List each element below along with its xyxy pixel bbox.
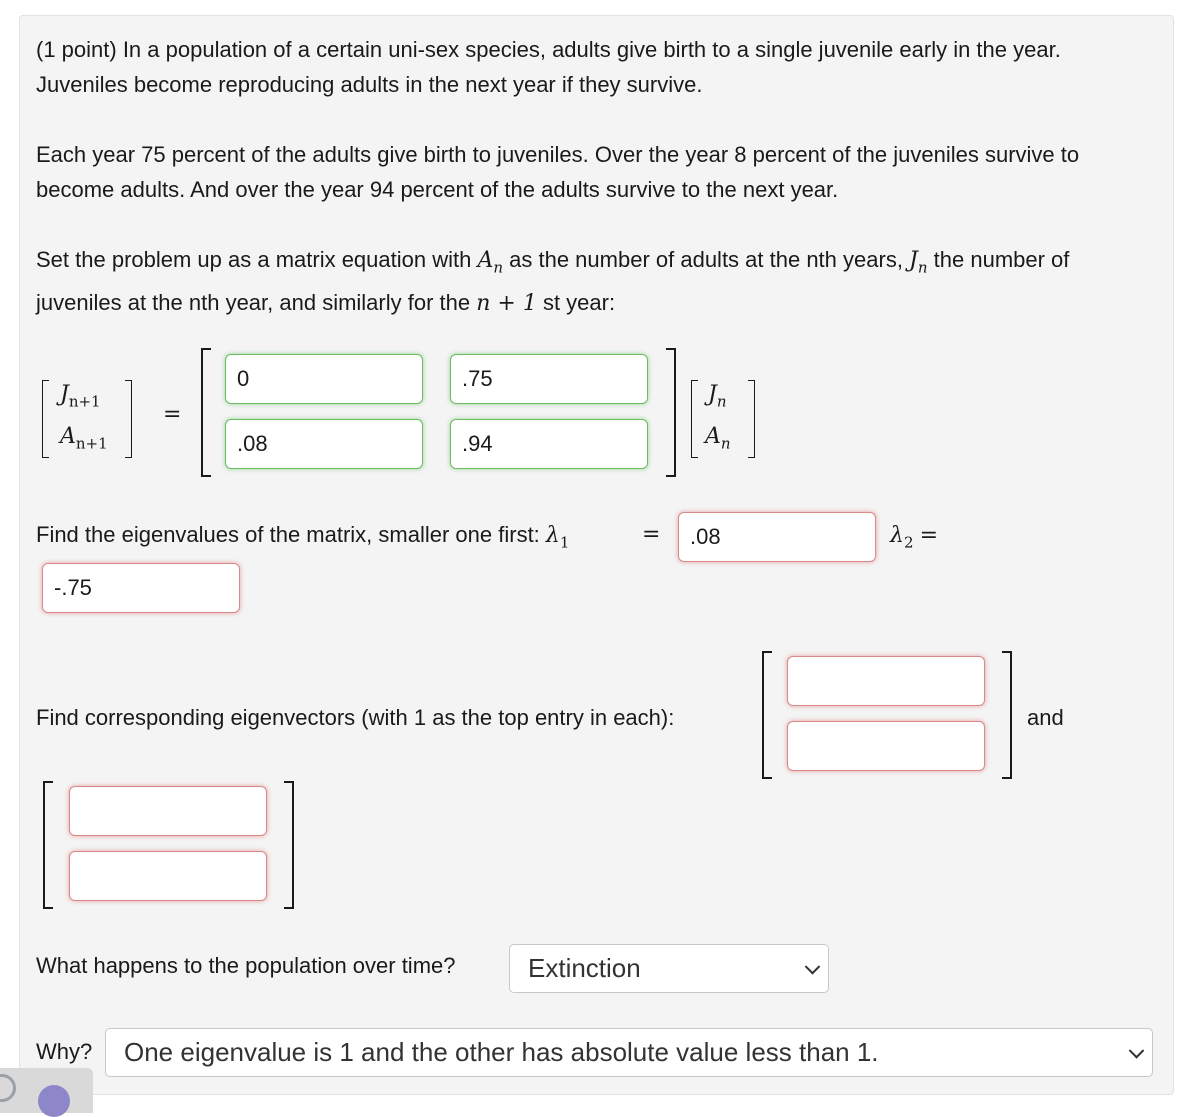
intro-text: (1 point) In a population of a certain uni-sex species, adults give birth to a single juvenile early in the year. Juveniles become reproducing adults in the next year if they survive. (36, 37, 1061, 97)
vector1-left-bracket (762, 651, 772, 779)
lhs-left-bracket (42, 380, 49, 458)
rates-text: Each year 75 percent of the adults give birth to juveniles. Over the year 8 percent of the juveniles survive to become adults. And over the year 94 percent of the adults survive to the next year. (36, 142, 1080, 202)
vector1-right-bracket (1002, 651, 1012, 779)
a-n-symbol: $A_n$ (477, 248, 504, 277)
lambda1-equals: = (642, 522, 661, 547)
rhs-bottom-entry: $A_n$ (705, 424, 731, 453)
matrix-entry-m11[interactable]: 0 (225, 354, 423, 404)
lambda2-label: $\lambda_2$ = (890, 523, 939, 552)
why-label: Why? (36, 1039, 93, 1064)
rhs-right-bracket (748, 380, 755, 458)
matrix-right-bracket (666, 348, 676, 477)
equals-sign: = (163, 402, 182, 427)
lhs-top-entry: $J_{n+1}$ (60, 382, 101, 411)
assistant-icon[interactable] (38, 1085, 70, 1117)
eigenvector2-bottom-input[interactable] (69, 851, 267, 901)
eigenvector1-bottom-input[interactable] (787, 721, 985, 771)
vector2-right-bracket (284, 781, 294, 909)
chevron-down-icon (1129, 1043, 1145, 1059)
lambda1-symbol: $\lambda_1$ (545, 523, 570, 552)
matrix-entry-m21[interactable]: .08 (225, 419, 423, 469)
outcome-select[interactable] (509, 944, 829, 993)
chevron-down-icon (805, 959, 821, 975)
vector2-left-bracket (43, 781, 53, 909)
why-select[interactable] (105, 1028, 1153, 1077)
outcome-question: What happens to the population over time? (36, 953, 456, 978)
outcome-selected-value: Extinction (528, 953, 641, 983)
why-selected-value: One eigenvalue is 1 and the other has absolute value less than 1. (124, 1037, 879, 1067)
lhs-right-bracket (125, 380, 132, 458)
and-text: and (1027, 705, 1064, 730)
eigenvector-prompt: Find corresponding eigenvectors (with 1 as the top entry in each): (36, 705, 675, 730)
j-n-symbol: $J_n$ (909, 248, 928, 277)
lambda2-input[interactable]: -.75 (42, 563, 240, 613)
rhs-left-bracket (691, 380, 698, 458)
matrix-entry-m12[interactable]: .75 (450, 354, 648, 404)
matrix-entry-m22[interactable]: .94 (450, 419, 648, 469)
eigenvector1-top-input[interactable] (787, 656, 985, 706)
rhs-top-entry: $J_n$ (708, 382, 727, 411)
eigenvector2-top-input[interactable] (69, 786, 267, 836)
lambda1-input[interactable]: .08 (678, 512, 876, 562)
lhs-bottom-entry: $A_{n+1}$ (60, 424, 108, 453)
eigenvalue-prompt: Find the eigenvalues of the matrix, smaller one first: $\lambda_1$ (36, 522, 570, 552)
setup-text: Set the problem up as a matrix equation with $A_n$ as the number of adults at the nth years, $J_n$ the number of juveniles at the nth year, and similarly for the n + 1 st year: (36, 247, 1070, 317)
n-plus-1-symbol: n + 1 (476, 291, 537, 317)
lambda2-symbol: $\lambda_2$ (890, 523, 914, 552)
matrix-left-bracket (201, 348, 211, 477)
